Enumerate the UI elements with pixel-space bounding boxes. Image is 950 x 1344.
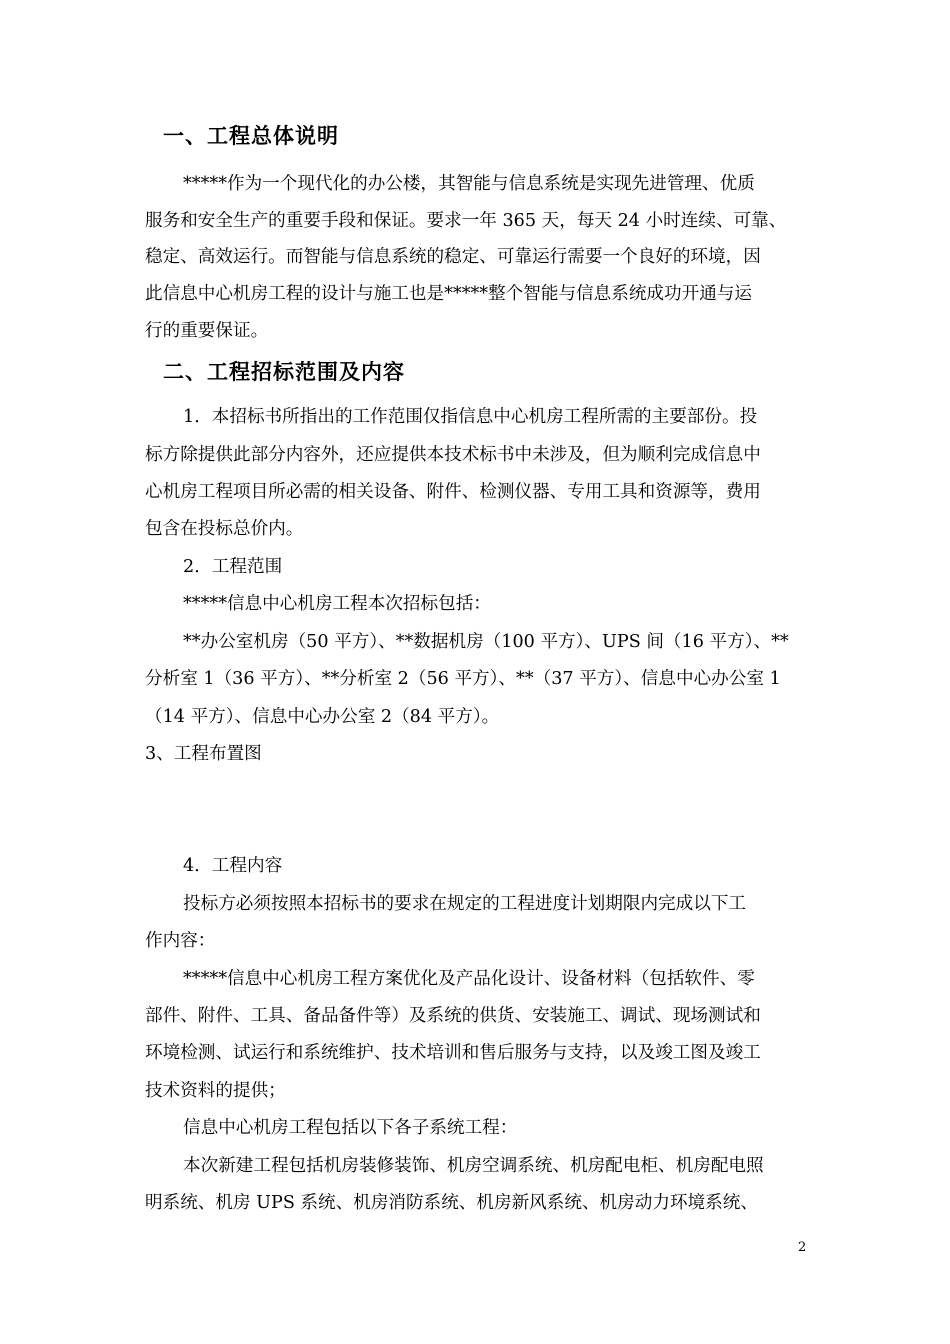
paragraph-line: *****作为一个现代化的办公楼，其智能与信息系统是实现先进管理、优质 [183, 174, 755, 194]
paragraph-line: 标方除提供此部分内容外，还应提供本技术标书中未涉及，但为顺利完成信息中 [145, 445, 761, 465]
section-heading-scope: 二、工程招标范围及内容 [163, 360, 405, 384]
paragraph-line: 投标方必须按照本招标书的要求在规定的工程进度计划期限内完成以下工 [183, 894, 747, 914]
paragraph-line: 明系统、机房 UPS 系统、机房消防系统、机房新风系统、机房动力环境系统、 [145, 1193, 758, 1213]
paragraph-line: 部件、附件、工具、备品备件等）及系统的供货、安装施工、调试、现场测试和 [145, 1006, 761, 1026]
paragraph-line: 作内容： [145, 931, 216, 951]
paragraph-line: *****信息中心机房工程本次招标包括： [183, 594, 491, 614]
section-heading-overview: 一、工程总体说明 [163, 124, 339, 148]
paragraph-line: 心机房工程项目所必需的相关设备、附件、检测仪器、专用工具和资源等，费用 [145, 482, 761, 502]
paragraph-line: 分析室 1（36 平方）、**分析室 2（56 平方）、**（37 平方）、信息中心办公室 1 [145, 669, 781, 689]
paragraph-line: **办公室机房（50 平方）、**数据机房（100 平方）、UPS 间（16 平方）、** [183, 632, 789, 652]
paragraph-line: （14 平方）、信息中心办公室 2（84 平方）。 [145, 707, 500, 727]
item-title-scope: 2．工程范围 [183, 557, 283, 577]
paragraph-line: 信息中心机房工程包括以下各子系统工程： [183, 1118, 518, 1138]
paragraph-line: 环境检测、试运行和系统维护、技术培训和售后服务与支持，以及竣工图及竣工 [145, 1043, 761, 1063]
paragraph-line: 稳定、高效运行。而智能与信息系统的稳定、可靠运行需要一个良好的环境，因 [145, 247, 761, 267]
paragraph-line: 行的重要保证。 [145, 321, 269, 341]
paragraph-line: 1．本招标书所指出的工作范围仅指信息中心机房工程所需的主要部份。投 [183, 407, 758, 427]
paragraph-line: 此信息中心机房工程的设计与施工也是*****整个智能与信息系统成功开通与运 [145, 284, 752, 304]
paragraph-line: 技术资料的提供； [145, 1081, 286, 1101]
paragraph-line: 本次新建工程包括机房装修装饰、机房空调系统、机房配电柜、机房配电照 [183, 1156, 764, 1176]
paragraph-line: 服务和安全生产的重要手段和保证。要求一年 365 天，每天 24 小时连续、可靠、 [145, 211, 787, 231]
page-number: 2 [798, 1240, 807, 1255]
item-title-layout: 3、工程布置图 [145, 744, 262, 764]
item-title-content: 4．工程内容 [183, 856, 283, 876]
paragraph-line: *****信息中心机房工程方案优化及产品化设计、设备材料（包括软件、零 [183, 969, 755, 989]
paragraph-line: 包含在投标总价内。 [145, 519, 304, 539]
